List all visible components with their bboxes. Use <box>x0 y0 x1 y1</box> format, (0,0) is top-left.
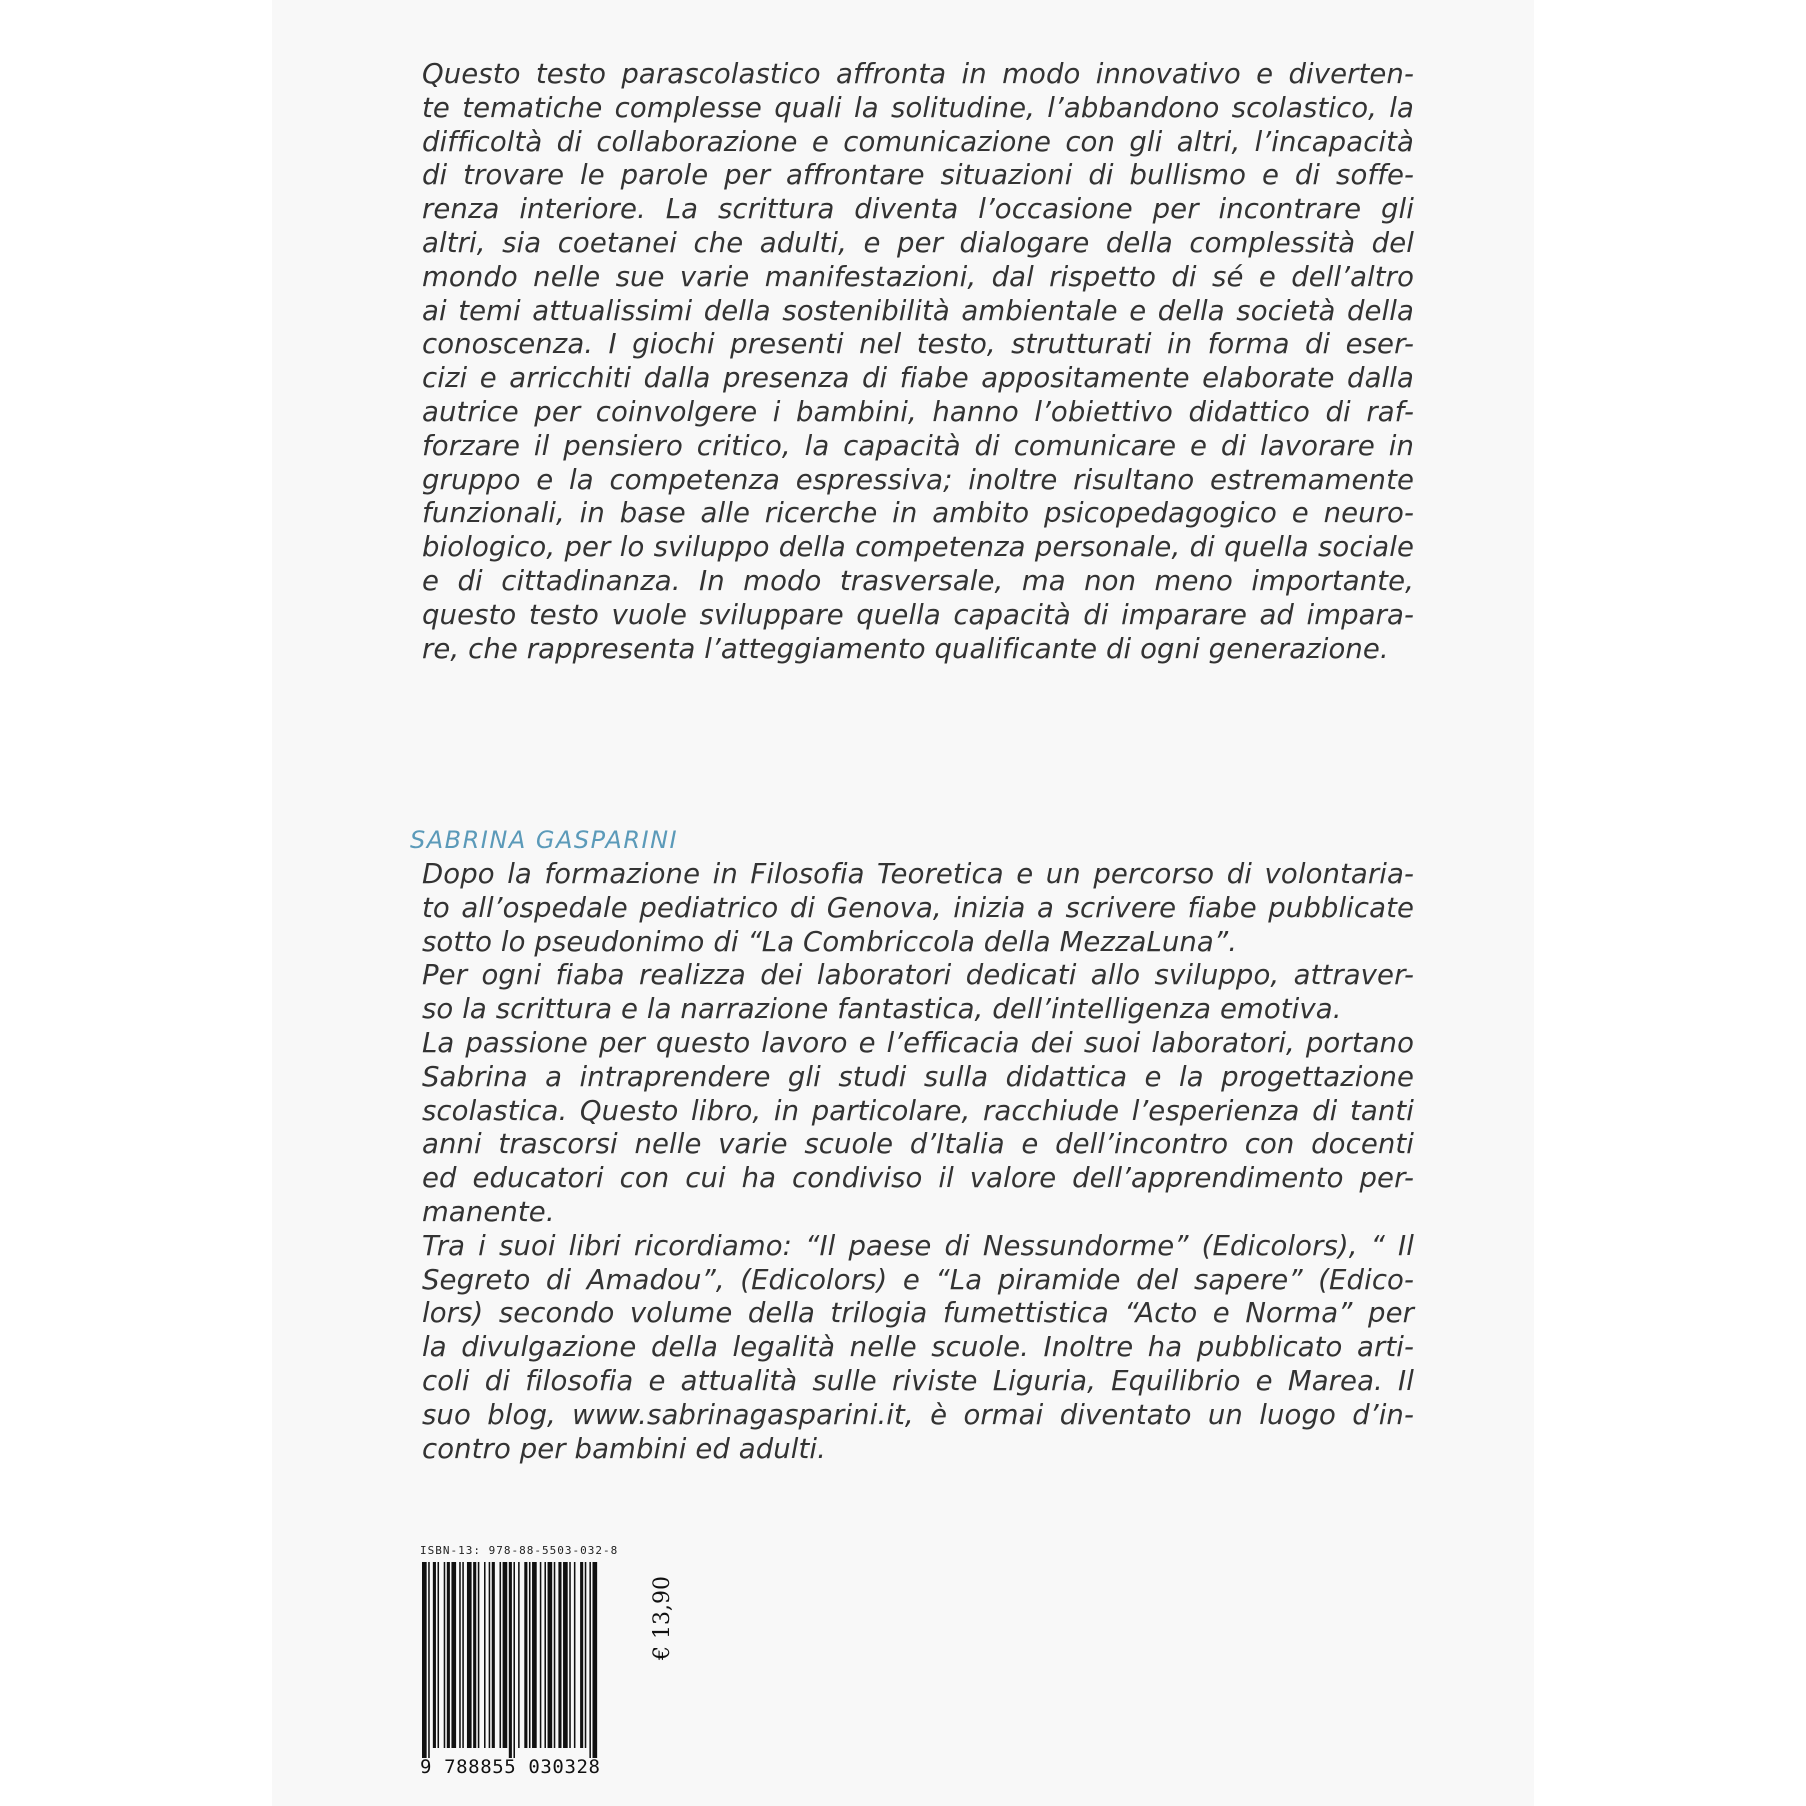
barcode-bar <box>462 1562 464 1748</box>
text-line: cizi e arricchiti dalla presenza di fiabe appositamente elaborate dalla <box>422 362 1414 395</box>
barcode-bar <box>524 1562 527 1748</box>
text-line: funzionali, in base alle ricerche in ambito psicopedagogico e neuro- <box>422 497 1414 530</box>
text-line: coli di filosofia e attualità sulle riviste Liguria, Equilibrio e Marea. Il <box>422 1364 1414 1397</box>
barcode-bar <box>563 1562 568 1748</box>
text-line: Per ogni fiaba realizza dei laboratori dedicati allo sviluppo, attraver- <box>422 959 1414 992</box>
barcode-bar <box>593 1562 598 1758</box>
text-line: anni trascorsi nelle varie scuole d’Italia e dell’incontro con docenti <box>422 1128 1414 1161</box>
text-line: scolastica. Questo libro, in particolare, racchiude l’esperienza di tanti <box>422 1094 1414 1127</box>
barcode-bar <box>438 1562 440 1748</box>
text-line: forzare il pensiero critico, la capacità di comunicare e di lavorare in <box>422 429 1414 462</box>
barcode-bar <box>513 1562 515 1758</box>
text-line: conoscenza. I giochi presenti nel testo, strutturati in forma di eser- <box>422 328 1414 361</box>
barcode-bar <box>554 1562 556 1748</box>
text-line: to all’ospedale pediatrico di Genova, inizia a scrivere fiabe pubblicate <box>422 891 1414 924</box>
text-line: so la scrittura e la narrazione fantastica, dell’intelligenza emotiva. <box>422 993 1342 1026</box>
barcode-bar <box>428 1562 430 1758</box>
text-line: gruppo e la competenza espressiva; inoltre risultano estremamente <box>422 463 1414 496</box>
barcode-bar <box>500 1562 502 1748</box>
text-line: renza interiore. La scrittura diventa l’occasione per incontrare gli <box>422 193 1414 226</box>
barcode-bar <box>473 1562 476 1748</box>
text-line: ai temi attualissimi della sostenibilità ambientale e della società della <box>422 294 1414 327</box>
text-line: La passione per questo lavoro e l’efficacia dei suoi laboratori, portano <box>422 1026 1414 1059</box>
barcode-bars <box>420 1562 650 1758</box>
author-name: SABRINA GASPARINI <box>410 826 679 854</box>
barcode-bar <box>459 1562 461 1748</box>
barcode-bar <box>532 1562 537 1748</box>
text-line: difficoltà di collaborazione e comunicazione con gli altri, l’incapacità <box>422 125 1414 158</box>
barcode-bar <box>574 1562 576 1748</box>
text-line: Dopo la formazione in Filosofia Teoretica e un percorso di volontaria- <box>422 858 1414 890</box>
barcode-bar <box>548 1562 553 1748</box>
text-line: mondo nelle sue varie manifestazioni, dal rispetto di sé e dell’altro <box>422 260 1414 293</box>
barcode-bar <box>518 1562 520 1748</box>
blurb-paragraph <box>422 58 1414 666</box>
barcode-bar <box>422 1562 427 1758</box>
barcode-bar <box>484 1562 486 1748</box>
text-line: manente. <box>422 1195 555 1228</box>
barcode-bar <box>509 1562 512 1758</box>
barcode-bar <box>447 1562 450 1748</box>
text-line: e di cittadinanza. In modo trasversale, ma non meno importante, <box>422 564 1414 597</box>
text-line: ed educatori con cui ha condiviso il valore dell’apprendimento per- <box>422 1162 1414 1195</box>
barcode-bar <box>433 1562 436 1748</box>
barcode-bar <box>492 1562 495 1748</box>
barcode-bar <box>444 1562 446 1748</box>
text-line: sotto lo pseudonimo di “La Combriccola della MezzaLuna”. <box>422 925 1238 958</box>
barcode-bar <box>503 1562 508 1748</box>
barcode-bar <box>529 1562 531 1748</box>
text-line: re, che rappresenta l’atteggiamento qualificante di ogni generazione. <box>422 632 1389 665</box>
barcode-bar <box>451 1562 456 1748</box>
barcode-bar <box>544 1562 546 1748</box>
text-line: di trovare le parole per affrontare situazioni di bullismo e di soffe- <box>422 159 1414 192</box>
text-line: Tra i suoi libri ricordiamo: “Il paese di Nessundorme” (Edicolors), “ Il <box>422 1229 1414 1262</box>
barcode-block <box>420 1544 650 1784</box>
barcode-bar <box>589 1562 591 1758</box>
barcode-bar <box>569 1562 571 1748</box>
text-line: Sabrina a intraprendere gli studi sulla didattica e la progettazione <box>422 1060 1414 1093</box>
barcode-digits: 9 788855 030328 <box>420 1756 601 1778</box>
text-line: contro per bambini ed adulti. <box>422 1432 827 1465</box>
text-line: altri, sia coetanei che adulti, e per dialogare della complessità del <box>422 226 1414 259</box>
barcode-bar <box>478 1562 480 1748</box>
barcode-bar <box>580 1562 583 1748</box>
text-line: Segreto di Amadou”, (Edicolors) e “La piramide del sapere” (Edico- <box>422 1263 1414 1296</box>
text-line: autrice per coinvolgere i bambini, hanno l’obiettivo didattico di raf- <box>422 395 1414 428</box>
barcode-bar <box>540 1562 542 1748</box>
barcode-bar <box>467 1562 472 1748</box>
text-line: te tematiche complesse quali la solitudine, l’abbandono scolastico, la <box>422 91 1414 124</box>
barcode-bar <box>489 1562 491 1748</box>
isbn-label: ISBN-13: 978-88-5503-032-8 <box>420 1544 619 1557</box>
text-line: suo blog, www.sabrinagasparini.it, è ormai diventato un luogo d’in- <box>422 1398 1414 1431</box>
author-bio <box>422 858 1414 1466</box>
text-line: biologico, per lo sviluppo della competenza personale, di quella sociale <box>422 531 1414 564</box>
book-back-cover <box>272 0 1534 1806</box>
text-line: Questo testo parascolastico affronta in modo innovativo e diverten- <box>422 58 1414 90</box>
barcode-bar <box>558 1562 561 1748</box>
text-line: la divulgazione della legalità nelle scuole. Inoltre ha pubblicato arti- <box>422 1331 1414 1364</box>
text-line: questo testo vuole sviluppare quella capacità di imparare ad impara- <box>422 598 1414 631</box>
text-line: lors) secondo volume della trilogia fumettistica “Acto e Norma” per <box>422 1297 1414 1330</box>
barcode-bar <box>585 1562 587 1748</box>
price-label: € 13,90 <box>650 1576 675 1660</box>
